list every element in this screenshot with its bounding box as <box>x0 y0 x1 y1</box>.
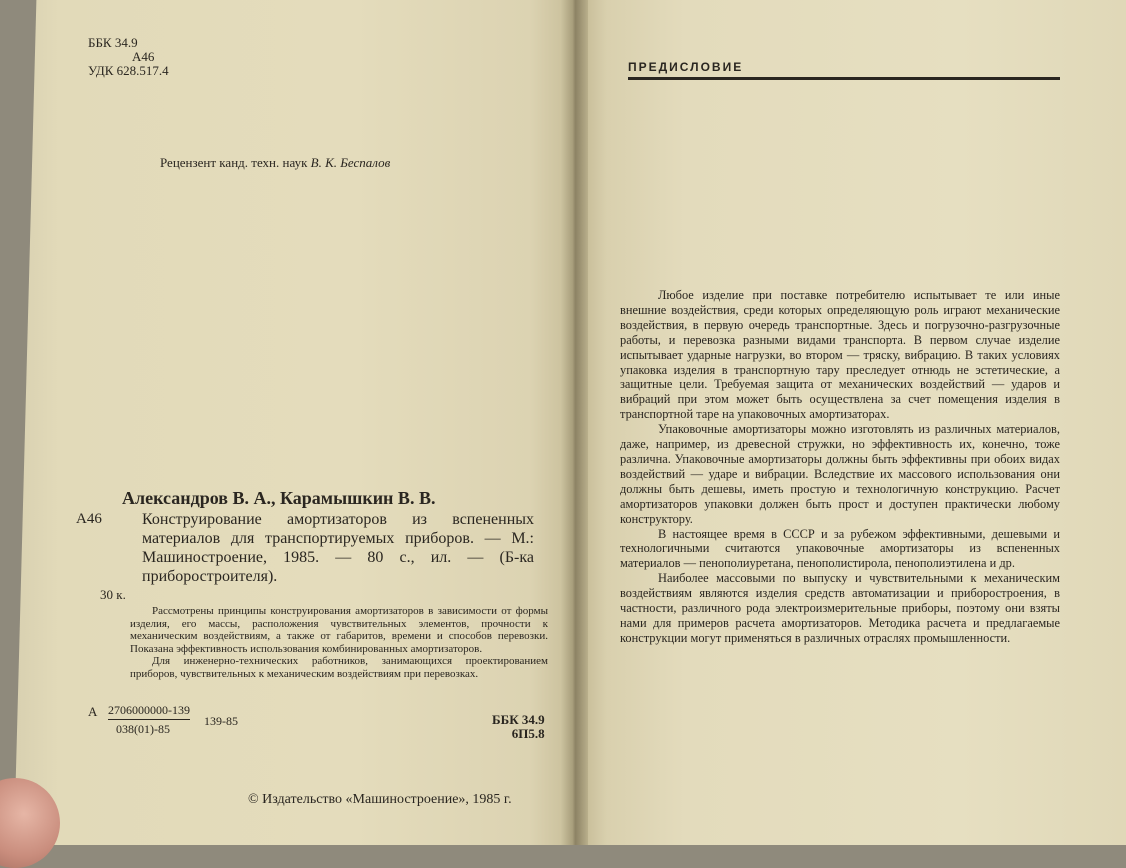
catalog-extra: 139-85 <box>204 714 238 728</box>
book-index: А46 <box>132 49 155 64</box>
catalog-denominator: 038(01)-85 <box>116 722 170 736</box>
catalog-letter: А <box>88 704 98 719</box>
entry-code: А46 <box>76 511 102 527</box>
title-rule <box>628 77 1060 80</box>
udk-code: УДК 628.517.4 <box>88 63 169 78</box>
preface-body <box>620 288 1060 646</box>
reviewer-line <box>160 155 390 171</box>
preface-paragraph: Упаковочные амортизаторы можно изготовлять из различных материалов, даже, например, из древесной стружки, но эффективность их, конечно, тоже различна. Упаковочные амортизаторы должны быть эффективны при обоих видах воздействий — ударе и вибрации. Вследствие их массового использования они должны быть дешевы, иметь простую и технологичную конструкцию. Расчет амортизаторов упаковки должен быть прост и доступен практически любому конструктору. <box>620 422 1060 526</box>
preface-paragraph: В настоящее время в СССР и за рубежом эффективными, дешевыми и технологичными считаются упаковочные амортизаторы из вспененных материалов — пенополиуретана, пенополистирола, пенополиэтилена и др. <box>620 526 1060 571</box>
abstract <box>130 605 548 680</box>
catalog-numerator <box>108 703 190 720</box>
bibliographic-entry: Конструирование амортизаторов из вспененных материалов для транспортируемых приборов. — М.: Машиностроение, 1985. — 80 с., ил. — (Б-ка приборостроителя). <box>142 511 534 585</box>
authors: Александров В. А., Карамышкин В. В. <box>122 488 436 508</box>
reviewer-name: В. К. Беспалов <box>310 155 391 170</box>
preface-title: ПРЕДИСЛОВИЕ <box>628 60 744 74</box>
preface-paragraph: Наиболее массовыми по выпуску и чувствительными к механическим воздействиям являются изделия средств автоматизации и приборостроения, в частности, различного рода электроизмерительные приборы, поэтому они взяты нами для примеров расчета амортизаторов. Методика расчета и предлагаемые конструкции могут применяться в различных отраслях промышленности. <box>620 571 1060 645</box>
abstract-paragraph: Рассмотрены принципы конструирования амортизаторов в зависимости от формы изделия, его массы, расположения чувствительных элементов, прочности к механическим воздействиям, а также от габаритов, времени и способов перевозки. Показана эффективность использования комбинированных амортизаторов. <box>130 605 548 655</box>
bbk-bottom-code: ББК 34.9 <box>492 712 545 727</box>
reviewer-prefix: Рецензент канд. техн. наук <box>160 155 308 170</box>
preface-paragraph: Любое изделие при поставке потребителю испытывает те или иные внешние воздействия, среди которых определяющую роль играют механические воздействия, в первую очередь транспортные. Здесь и погрузочно-разгрузочные работы, и перевозка разными видами транспорта. В первом случае изделие испытывает ударные нагрузки, во втором — тряску, вибрацию. В таких условиях упаковка изделия в транспортную тару преследует отнюдь не эстетические, а защитные цели. Требуемая защита от механических воздействий — ударов и вибраций при этом может быть осуществлена за счет помещения изделия в транспортной таре на упаковочных амортизаторах. <box>620 288 1060 422</box>
bbk-bottom-index: 6П5.8 <box>511 726 545 741</box>
bbk-code: ББК 34.9 <box>88 35 138 50</box>
abstract-paragraph: Для инженерно-технических работников, занимающихся проектированием приборов, чувствительных к механическим воздействиям при перевозках. <box>130 655 548 680</box>
catalog-numerator-text: 2706000000-139 <box>108 703 190 720</box>
left-page <box>14 0 574 845</box>
copyright-line: © Издательство «Машиностроение», 1985 г. <box>248 792 512 807</box>
book-spine-gutter <box>560 0 588 845</box>
price: 30 к. <box>100 587 126 602</box>
classification-block <box>88 36 169 78</box>
bbk-bottom-block <box>492 713 545 741</box>
